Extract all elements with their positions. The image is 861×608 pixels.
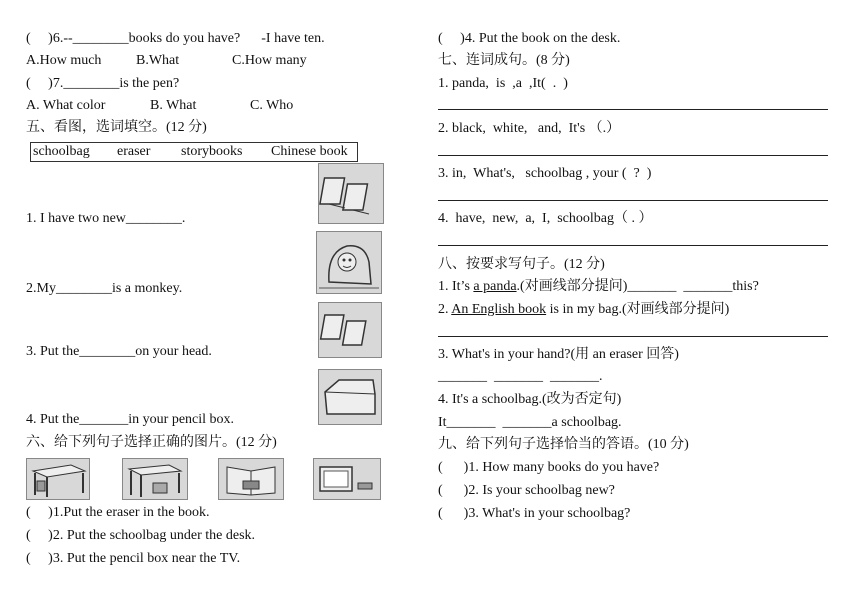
pencil-box-icon — [318, 369, 382, 425]
s9-item-2: ( )2. Is your schoolbag new? — [438, 483, 615, 498]
books-icon — [318, 302, 382, 358]
word-eraser: eraser — [117, 144, 151, 159]
s6-item-2: ( )2. Put the schoolbag under the desk. — [26, 528, 256, 543]
desk-icon — [26, 458, 90, 500]
section-6-title: 六、给下列句子选择正确的图片。(12 分) — [26, 435, 277, 450]
q6-option-a: A.How much — [26, 53, 102, 68]
books-icon — [318, 163, 384, 224]
s7-item-1: 1. panda, is ,a ,It( . ) — [438, 76, 568, 91]
s9-item-3: ( )3. What's in your schoolbag? — [438, 506, 631, 521]
answer-line — [438, 200, 828, 201]
s5-item-1: 1. I have two new________. — [26, 211, 186, 226]
s6-item-3: ( )3. Put the pencil box near the TV. — [26, 551, 241, 566]
s8-item-2 — [438, 302, 729, 318]
section-8-title: 八、按要求写句子。(12 分) — [438, 257, 605, 272]
s7-item-3: 3. in, What's, schoolbag , your ( ? ) — [438, 166, 652, 181]
s8-item-1-prefix: 1. It’s — [438, 279, 474, 294]
s7-item-4: 4. have, new, a, I, schoolbag（ . ） — [438, 211, 653, 226]
s8-item-3-blanks: _______ _______ _______. — [438, 369, 603, 384]
s8-item-1-underlined: a panda — [473, 279, 517, 294]
s8-item-2-suffix: is in my bag.(对画线部分提问) — [546, 302, 730, 317]
s8-item-4: 4. It's a schoolbag.(改为否定句) — [438, 392, 622, 407]
q7-option-b: B. What — [150, 98, 197, 113]
word-box — [30, 142, 358, 162]
schoolbag-icon — [316, 231, 382, 294]
desk-icon — [122, 458, 188, 500]
question-7: ( )7.________is the pen? — [26, 76, 180, 91]
answer-line — [438, 245, 828, 246]
open-book-icon — [218, 458, 284, 500]
question-6: ( )6.--________books do you have? -I have ten. — [26, 31, 325, 46]
s5-item-2: 2.My________is a monkey. — [26, 281, 183, 296]
word-storybooks: storybooks — [181, 144, 243, 159]
q7-option-a: A. What color — [26, 98, 106, 113]
section-7-title: 七、连词成句。(8 分) — [438, 53, 570, 68]
word-chinese-book: Chinese book — [271, 144, 348, 159]
section-5-title: 五、看图，选词填空。(12 分) — [26, 120, 207, 135]
s8-item-2-underlined: An English book — [451, 302, 547, 317]
s8-item-2-prefix: 2. — [438, 302, 452, 317]
s6-item-1: ( )1.Put the eraser in the book. — [26, 505, 210, 520]
section-9-title: 九、给下列句子选择恰当的答语。(10 分) — [438, 437, 689, 452]
q6-option-c: C.How many — [232, 53, 307, 68]
s8-item-1-suffix: .(对画线部分提问)_______ _______this? — [516, 279, 759, 294]
q7-option-c: C. Who — [250, 98, 294, 113]
tv-icon — [313, 458, 381, 500]
s8-item-3: 3. What's in your hand?(用 an eraser 回答) — [438, 347, 679, 362]
s7-item-2: 2. black, white, and, It's （.） — [438, 121, 621, 136]
word-schoolbag: schoolbag — [33, 144, 90, 159]
answer-line — [438, 109, 828, 110]
answer-line — [438, 336, 828, 337]
s5-item-4: 4. Put the_______in your pencil box. — [26, 412, 235, 427]
question-4: ( )4. Put the book on the desk. — [438, 31, 621, 46]
q6-option-b: B.What — [136, 53, 180, 68]
s9-item-1: ( )1. How many books do you have? — [438, 460, 660, 475]
answer-line — [438, 155, 828, 156]
s8-item-4-blanks: It_______ _______a schoolbag. — [438, 415, 622, 430]
s5-item-3: 3. Put the________on your head. — [26, 344, 212, 359]
s8-item-1 — [438, 279, 759, 295]
